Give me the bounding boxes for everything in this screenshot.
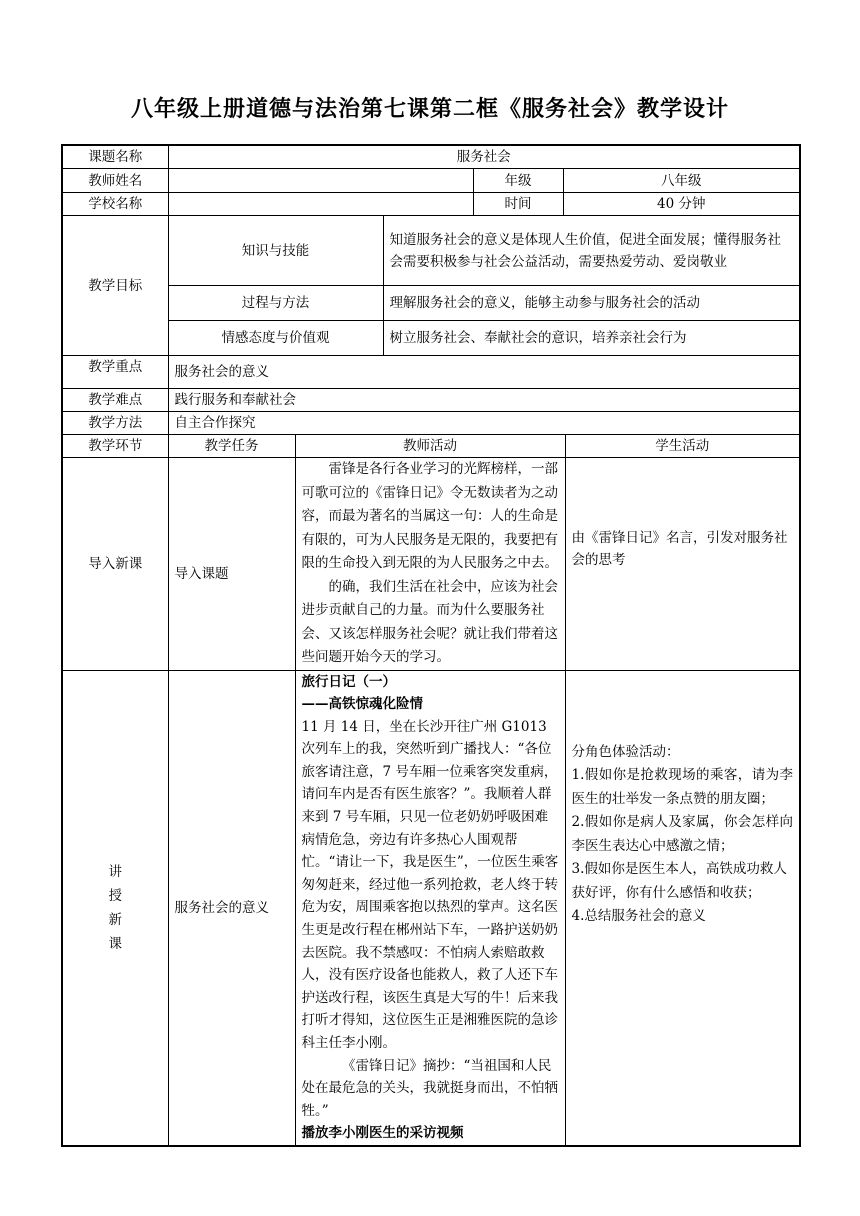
goals-label: 教学目标: [62, 216, 168, 356]
intro-row: [62, 458, 800, 671]
lesson-plan-table: [61, 144, 801, 1147]
header-teacher: 教师活动: [295, 435, 565, 458]
intro-teacher-activity: [295, 458, 565, 671]
method-row: [62, 412, 800, 435]
page-title: 八年级上册道德与法治第七课第二框《服务社会》教学设计: [130, 96, 729, 122]
lecture-task: 服务社会的意义: [168, 670, 295, 1146]
school-label: 学校名称: [62, 193, 168, 216]
teacher-label: 教师姓名: [62, 169, 168, 193]
goal-text: 知道服务社会的意义是体现人生价值，促进全面发展；懂得服务社会需要积极参与社会公益活动，需要热爱劳动、爱岗敬业: [383, 216, 800, 286]
lecture-phase-char: 新: [108, 911, 122, 928]
diary-title: 旅行日记（一）: [301, 673, 396, 690]
school-row: [62, 193, 800, 216]
lecture-student-activity: [565, 670, 800, 1146]
method-value: 自主合作探究: [168, 412, 800, 435]
grade-label: 年级: [473, 169, 563, 193]
header-row: [62, 435, 800, 458]
key-point-row: [62, 356, 800, 389]
time-label: 时间: [473, 193, 563, 216]
time-value: 40 分钟: [563, 193, 800, 216]
goal-name: 过程与方法: [168, 286, 383, 321]
student-activity-item: 2.假如你是病人及家属，你会怎样向李医生表达心中感激之情；: [571, 814, 794, 854]
header-student: 学生活动: [565, 435, 800, 458]
student-activity-item: 4.总结服务社会的意义: [571, 908, 706, 924]
intro-student-activity: 由《雷锋日记》名言，引发对服务社会的思考: [565, 458, 800, 671]
lecture-phase-char: 课: [108, 935, 122, 952]
lecture-teacher-activity: [295, 670, 565, 1146]
key-point-label: 教学重点: [62, 356, 168, 389]
diary-quote: 《雷锋日记》摘抄：“当祖国和人民处在最危急的关头，我就挺身而出，不怕牺牲。”: [301, 1057, 558, 1119]
topic-label: 课题名称: [62, 145, 168, 169]
lecture-phase-char: 授: [108, 887, 122, 904]
topic-row: [62, 145, 800, 169]
student-activity-item: 3.假如你是医生本人，高铁成功救人获好评，你有什么感悟和收获；: [571, 861, 787, 901]
school-value: [168, 193, 473, 216]
difficulty-row: [62, 389, 800, 412]
diary-body: 11 月 14 日，坐在长沙开往广州 G1013 次列车上的我，突然听到广播找人：“各位旅客请注意，7 号车厢一位乘客突发重病，请问车内是否有医生旅客？”。我顺着人群来到 7 号车厢，只见一位老奶奶呼吸困难病情危急，旁边有许多热心人围观帮忙。“请让一下，我是医生”，一位医生乘客匆匆赶来，经过他一系列抢救，老人终于转危为安，周围乘客抱以热烈的掌声。这名医生更是改行程在郴州站下车，一路护送奶奶去医院。我不禁感叹：不怕病人索赔敢救人，没有医疗设备也能救人，救了人还下车护送改行程，该医生真是大写的牛！后来我打听才得知，这位医生正是湘雅医院的急诊科主任李小刚。: [301, 718, 559, 1051]
intro-paragraph: 雷锋是各行各业学习的光辉榜样，一部可歌可泣的《雷锋日记》令无数读者为之动容，而最为著名的当属这一句：人的生命是有限的，可为人民服务是无限的，我要把有限的生命投入到无限的为人民服务之中去。: [301, 461, 558, 571]
diary-subtitle: ——高铁惊魂化险情: [301, 696, 423, 713]
header-task: 教学任务: [168, 435, 295, 458]
goal-row-process: [62, 286, 800, 321]
goal-name: 情感态度与价值观: [168, 321, 383, 356]
intro-phase: 导入新课: [62, 458, 168, 671]
goal-row-knowledge: [62, 216, 800, 286]
teacher-row: [62, 169, 800, 193]
student-activity-item: 1.假如你是抢救现场的乘客，请为李医生的壮举发一条点赞的朋友圈；: [571, 767, 794, 807]
student-activity-title: 分角色体验活动：: [571, 743, 680, 760]
grade-value: 八年级: [563, 169, 800, 193]
lecture-row: [62, 670, 800, 1146]
key-point-value: 服务社会的意义: [168, 356, 800, 389]
difficulty-label: 教学难点: [62, 389, 168, 412]
goal-text: 树立服务社会、奉献社会的意识，培养亲社会行为: [383, 321, 800, 356]
goal-name: 知识与技能: [168, 216, 383, 286]
header-phase: 教学环节: [62, 435, 168, 458]
goal-row-attitude: [62, 321, 800, 356]
method-label: 教学方法: [62, 412, 168, 435]
difficulty-value: 践行服务和奉献社会: [168, 389, 800, 412]
lecture-phase-char: 讲: [108, 863, 122, 880]
intro-task: 导入课题: [168, 458, 295, 671]
teacher-value: [168, 169, 473, 193]
intro-paragraph: 的确，我们生活在社会中，应该为社会进步贡献自己的力量。而为什么要服务社会、又该怎样服务社会呢？就让我们带着这些问题开始今天的学习。: [301, 578, 558, 665]
video-note: 播放李小刚医生的采访视频: [301, 1125, 464, 1142]
lecture-phase: [62, 670, 168, 1146]
goal-text: 理解服务社会的意义，能够主动参与服务社会的活动: [383, 286, 800, 321]
topic-value: 服务社会: [168, 145, 800, 169]
